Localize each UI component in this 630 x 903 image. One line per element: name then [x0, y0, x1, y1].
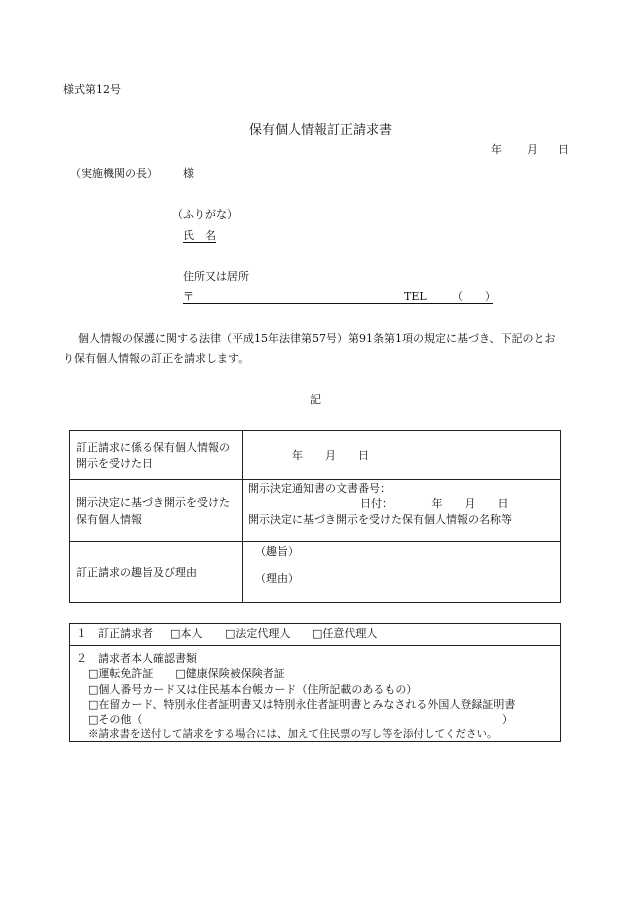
row2-date[interactable]: 日付： 年 月 日	[360, 497, 509, 510]
furigana-label: （ふりがな）	[172, 208, 238, 221]
row2-label-line1: 開示決定に基づき開示を受けた	[76, 496, 230, 509]
id-docs-other[interactable]: □その他（	[88, 713, 143, 726]
row2-doc-number[interactable]: 開示決定通知書の文書番号：	[248, 482, 391, 495]
honorific: 様	[183, 167, 194, 180]
id-docs-other-close: ）	[502, 713, 513, 726]
requester-divider	[69, 645, 561, 646]
row3-reason[interactable]: （理由）	[255, 572, 299, 585]
table-row-divider-2	[69, 541, 561, 542]
ki-label: 記	[310, 393, 321, 406]
table-column-divider	[242, 430, 243, 603]
date-day-label: 日	[558, 143, 569, 156]
addressee: （実施機関の長）	[70, 167, 158, 180]
id-docs-line2[interactable]: □個人番号カード又は住民基本台帳カード（住所記載のあるもの）	[88, 683, 418, 696]
name-underline	[183, 242, 216, 243]
name-label: 氏 名	[183, 229, 216, 242]
id-docs-line1[interactable]: □運転免許証 □健康保険被保険者証	[88, 667, 285, 680]
body-line-1: 個人情報の保護に関する法律（平成15年法律第57号）第91条第1項の規定に基づき、下記のとお	[78, 332, 556, 345]
tel-label: TEL	[404, 290, 427, 303]
residence-note: ※請求書を送付して請求をする場合には、加えて住民票の写し等を添付してください。	[88, 728, 498, 740]
row2-label-line2: 保有個人情報	[76, 513, 142, 526]
requester-option-self[interactable]: □本人	[170, 627, 203, 640]
row2-info-name[interactable]: 開示決定に基づき開示を受けた保有個人情報の名称等	[248, 513, 512, 526]
address-underline[interactable]	[183, 303, 493, 304]
date-month-label: 月	[527, 143, 538, 156]
id-docs-label: ２ 請求者本人確認書類	[76, 652, 197, 665]
tel-paren: （ ）	[452, 290, 496, 303]
requester-label: １ 訂正請求者	[76, 627, 153, 640]
row3-purpose[interactable]: （趣旨）	[255, 545, 299, 558]
requester-option-legal-agent[interactable]: □法定代理人	[225, 627, 291, 640]
body-line-2: り保有個人情報の訂正を請求します。	[63, 352, 250, 365]
address-label: 住所又は居所	[183, 270, 249, 283]
date-year-label: 年	[491, 143, 502, 156]
row1-date-value[interactable]: 年 月 日	[292, 449, 369, 462]
requester-option-voluntary-agent[interactable]: □任意代理人	[312, 627, 378, 640]
page-title: 保有個人情報訂正請求書	[249, 123, 393, 138]
row3-label: 訂正請求の趣旨及び理由	[76, 566, 197, 579]
row1-label-line1: 訂正請求に係る保有個人情報の	[76, 441, 230, 454]
row1-label-line2: 開示を受けた日	[76, 457, 153, 470]
form-number: 様式第12号	[63, 83, 121, 96]
postal-mark: 〒	[183, 290, 194, 303]
table-row-divider-1	[69, 479, 561, 480]
id-docs-line3[interactable]: □在留カード、特別永住者証明書又は特別永住者証明書とみなされる外国人登録証明書	[88, 698, 516, 711]
